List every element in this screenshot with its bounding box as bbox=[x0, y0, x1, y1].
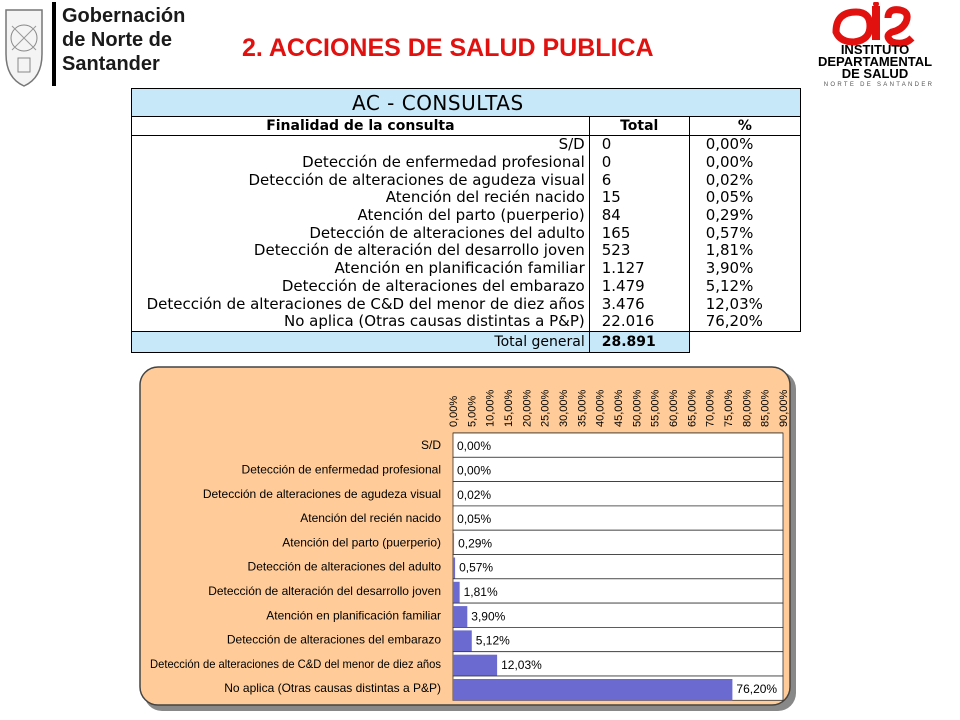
row-total: 0 bbox=[589, 154, 689, 172]
row-percent: 1,81% bbox=[689, 242, 800, 260]
category-label: Atención del recién nacido bbox=[300, 511, 441, 526]
table-row bbox=[132, 242, 801, 260]
table-row bbox=[132, 189, 801, 207]
category-label: Detección de alteraciones del adulto bbox=[247, 559, 441, 574]
data-label: 0,00% bbox=[457, 463, 492, 478]
row-total: 1.127 bbox=[589, 260, 689, 278]
gob-line-1: Gobernación bbox=[62, 5, 186, 27]
row-finalidad: Detección de alteraciones del adulto bbox=[132, 224, 590, 242]
table-row bbox=[132, 171, 801, 189]
bar bbox=[453, 606, 467, 627]
ids-wordmark bbox=[800, 44, 950, 80]
row-percent: 76,20% bbox=[689, 313, 800, 331]
header-total: Total bbox=[589, 117, 689, 136]
data-label: 1,81% bbox=[463, 584, 498, 599]
table-row bbox=[132, 154, 801, 172]
data-label: 5,12% bbox=[475, 633, 510, 648]
data-label: 0,29% bbox=[458, 536, 493, 551]
table-title-row bbox=[132, 89, 801, 117]
row-finalidad: Detección de alteración del desarrollo joven bbox=[132, 242, 590, 260]
row-finalidad: S/D bbox=[132, 136, 590, 154]
plot-row-cell bbox=[453, 530, 783, 554]
row-percent: 0,57% bbox=[689, 224, 800, 242]
total-label: Total general bbox=[132, 331, 590, 352]
table-row bbox=[132, 313, 801, 331]
x-tick-label: 75,00% bbox=[723, 389, 735, 427]
x-tick-label: 80,00% bbox=[741, 389, 754, 427]
gob-line-3: Santander bbox=[62, 53, 160, 75]
x-tick-label: 10,00% bbox=[484, 389, 497, 427]
data-label: 0,57% bbox=[459, 560, 494, 575]
bar bbox=[453, 533, 454, 554]
row-percent: 0,02% bbox=[689, 171, 800, 189]
consultas-table bbox=[131, 88, 801, 358]
bar bbox=[453, 655, 497, 676]
row-percent: 3,90% bbox=[689, 260, 800, 278]
x-tick-label: 15,00% bbox=[503, 389, 515, 427]
data-label: 12,03% bbox=[501, 657, 542, 672]
row-percent: 0,29% bbox=[689, 207, 800, 225]
row-finalidad: Detección de enfermedad profesional bbox=[132, 154, 590, 172]
ids-subtitle: NORTE DE SANTANDER bbox=[823, 82, 935, 88]
row-percent: 5,12% bbox=[689, 278, 800, 296]
category-label: S/D bbox=[420, 438, 441, 453]
table-row bbox=[132, 295, 801, 313]
category-label: Detección de enfermedad profesional bbox=[241, 462, 441, 477]
table-title: AC - CONSULTAS bbox=[132, 89, 801, 117]
gob-line-2: de Norte de bbox=[62, 29, 173, 51]
row-percent: 0,00% bbox=[689, 154, 800, 172]
data-label: 3,90% bbox=[471, 609, 506, 624]
total-empty-cell bbox=[689, 331, 800, 352]
ids-logo bbox=[790, 0, 960, 96]
page-title: 2. ACCIONES DE SALUD PUBLICA bbox=[242, 34, 654, 62]
x-tick-label: 35,00% bbox=[576, 389, 589, 427]
plot-row-cell bbox=[453, 579, 783, 603]
x-tick-label: 0,00% bbox=[448, 395, 460, 427]
x-tick-label: 25,00% bbox=[539, 389, 552, 427]
x-tick-label: 5,00% bbox=[466, 395, 479, 427]
plot-row-cell bbox=[453, 433, 783, 457]
category-label: Detección de alteraciones de C&D del menor de diez años bbox=[150, 656, 441, 671]
plot-row-cell bbox=[453, 555, 783, 579]
row-total: 22.016 bbox=[589, 313, 689, 331]
row-total: 15 bbox=[589, 189, 689, 207]
logo-divider bbox=[52, 2, 56, 86]
table-body bbox=[132, 136, 801, 332]
x-tick-label: 90,00% bbox=[778, 389, 790, 427]
x-tick-label: 45,00% bbox=[613, 389, 625, 427]
table-total-row bbox=[132, 331, 801, 352]
x-tick-label: 40,00% bbox=[594, 389, 607, 427]
bar bbox=[453, 558, 455, 579]
plot-row-cell bbox=[453, 457, 783, 481]
total-value: 28.891 bbox=[589, 331, 689, 352]
x-tick-label: 85,00% bbox=[759, 389, 772, 427]
table-header-row bbox=[132, 117, 801, 136]
row-total: 165 bbox=[589, 224, 689, 242]
x-tick-label: 30,00% bbox=[558, 389, 570, 427]
data-label: 0,00% bbox=[457, 439, 492, 454]
gobernacion-wordmark bbox=[62, 4, 192, 76]
header-finalidad: Finalidad de la consulta bbox=[132, 117, 590, 136]
bar bbox=[453, 679, 732, 700]
chart-container bbox=[138, 365, 800, 715]
x-tick-label: 20,00% bbox=[521, 389, 534, 427]
row-total: 0 bbox=[589, 136, 689, 154]
row-total: 523 bbox=[589, 242, 689, 260]
table-row bbox=[132, 224, 801, 242]
ids-line-1: INSTITUTO bbox=[840, 42, 910, 57]
row-percent: 0,05% bbox=[689, 189, 800, 207]
table-row bbox=[132, 278, 801, 296]
data-label: 0,05% bbox=[457, 512, 492, 527]
row-finalidad: Atención en planificación familiar bbox=[132, 260, 590, 278]
row-total: 3.476 bbox=[589, 295, 689, 313]
data-table bbox=[131, 88, 801, 353]
table-row bbox=[132, 260, 801, 278]
bar bbox=[453, 582, 460, 603]
category-label: Detección de alteraciones de agudeza visual bbox=[202, 486, 441, 501]
row-finalidad: Detección de alteraciones de C&D del menor de diez años bbox=[132, 295, 590, 313]
category-label: No aplica (Otras causas distintas a P&P) bbox=[224, 681, 441, 696]
x-tick-label: 55,00% bbox=[649, 389, 662, 427]
row-finalidad: Detección de alteraciones del embarazo bbox=[132, 278, 590, 296]
ids-line-3: DE SALUD bbox=[841, 66, 909, 81]
row-finalidad: No aplica (Otras causas distintas a P&P) bbox=[132, 313, 590, 331]
row-finalidad: Detección de alteraciones de agudeza visual bbox=[132, 171, 590, 189]
bar bbox=[453, 630, 472, 651]
x-tick-label: 60,00% bbox=[668, 389, 680, 427]
row-total: 84 bbox=[589, 207, 689, 225]
data-label: 0,02% bbox=[457, 487, 492, 502]
x-tick-label: 70,00% bbox=[704, 389, 717, 427]
bar-chart bbox=[138, 365, 800, 715]
data-label: 76,20% bbox=[736, 682, 778, 697]
plot-row-cell bbox=[453, 506, 783, 530]
coat-of-arms-icon bbox=[2, 4, 46, 88]
gobernacion-logo bbox=[0, 0, 186, 95]
ids-line-2: DEPARTAMENTAL bbox=[817, 54, 933, 69]
row-percent: 12,03% bbox=[689, 295, 800, 313]
table-row bbox=[132, 207, 801, 225]
category-label: Detección de alteración del desarrollo joven bbox=[208, 583, 441, 598]
row-finalidad: Atención del parto (puerperio) bbox=[132, 207, 590, 225]
category-label: Detección de alteraciones del embarazo bbox=[226, 632, 441, 647]
table-row bbox=[132, 136, 801, 154]
x-tick-label: 50,00% bbox=[631, 389, 644, 427]
row-total: 6 bbox=[589, 171, 689, 189]
row-total: 1.479 bbox=[589, 278, 689, 296]
plot-row-cell bbox=[453, 482, 783, 506]
category-label: Atención en planificación familiar bbox=[266, 608, 441, 623]
row-finalidad: Atención del recién nacido bbox=[132, 189, 590, 207]
row-percent: 0,00% bbox=[689, 136, 800, 154]
header-percent: % bbox=[689, 117, 800, 136]
x-tick-label: 65,00% bbox=[686, 389, 699, 427]
category-label: Atención del parto (puerperio) bbox=[282, 535, 441, 550]
